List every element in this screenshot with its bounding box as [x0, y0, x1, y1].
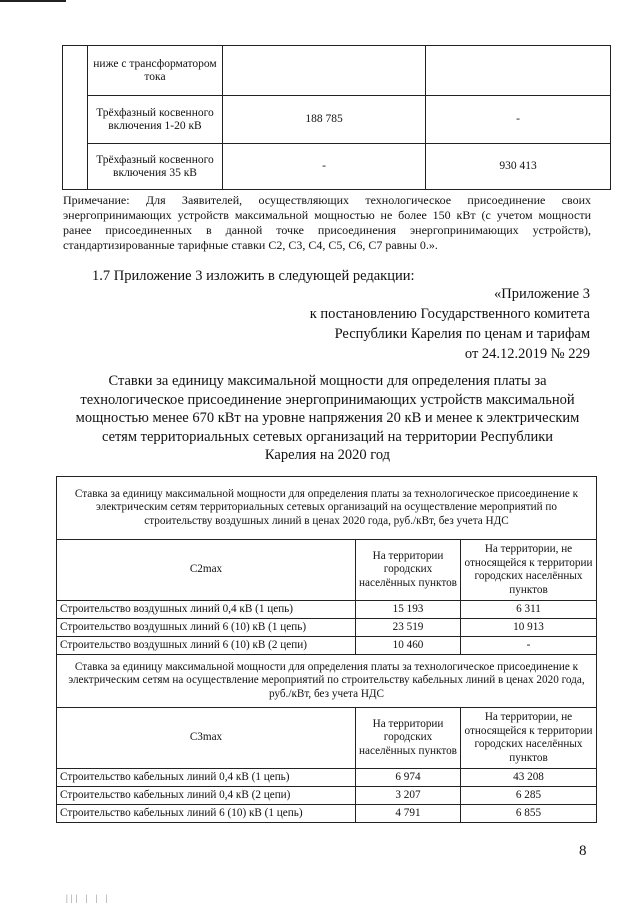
value-other: - — [461, 637, 597, 655]
column-header-other: На территории, не относящейся к территории городских населённых пунктов — [461, 708, 597, 769]
table-row — [57, 805, 597, 823]
value-city: 10 460 — [356, 637, 461, 655]
row-name: Строительство кабельных линий 0,4 кВ (2 цепи) — [57, 787, 356, 805]
paragraph-1-7: 1.7 Приложение 3 изложить в следующей редакции: — [92, 268, 415, 284]
table-row — [63, 46, 611, 96]
value-city: 3 207 — [356, 787, 461, 805]
table-row — [63, 96, 611, 144]
rate-label: С2max — [57, 540, 356, 601]
value-city: 6 974 — [356, 769, 461, 787]
value-city: 188 785 — [223, 96, 426, 144]
meter-price-table-continuation — [62, 45, 611, 190]
value-other: 6 855 — [461, 805, 597, 823]
row-name: Строительство кабельных линий 6 (10) кВ (1 цепь) — [57, 805, 356, 823]
row-label: ниже с трансформатором тока — [88, 46, 223, 96]
value-city: 23 519 — [356, 619, 461, 637]
header-row — [57, 708, 597, 769]
column-header-city: На территории городских населённых пунктов — [356, 708, 461, 769]
value-other: 6 311 — [461, 601, 597, 619]
section-caption: Ставка за единицу максимальной мощности для определения платы за технологическое присоединение к электрическим сетям на осуществление мероприятий по строительству кабельных линий в ценах 2020 года, руб./кВт, без учета НДС — [57, 655, 597, 708]
scan-top-rule — [0, 0, 66, 2]
appendix-line: к постановлению Государственного комитета — [309, 306, 590, 322]
value-other: 43 208 — [461, 769, 597, 787]
table-row — [57, 637, 597, 655]
header-row — [57, 540, 597, 601]
table-row — [57, 769, 597, 787]
row-label: Трёхфазный косвенного включения 35 кВ — [88, 144, 223, 190]
column-header-city: На территории городских населённых пунктов — [356, 540, 461, 601]
appendix-line: от 24.12.2019 № 229 — [464, 346, 590, 362]
document-heading: Ставки за единицу максимальной мощности для определения платы за технологическое присоединение энергопринимающих устройств максимальной мощностью менее 670 кВт на уровне напряжения 20 кВ и менее к электрическим сетям территориальных сетевых организаций на территории Республики Карелия на 2020 год — [75, 373, 580, 463]
column-header-other: На территории, не относящейся к территории городских населённых пунктов — [461, 540, 597, 601]
row-name: Строительство воздушных линий 0,4 кВ (1 цепь) — [57, 601, 356, 619]
row-name: Строительство кабельных линий 0,4 кВ (1 цепь) — [57, 769, 356, 787]
table-row — [57, 619, 597, 637]
value-other — [426, 46, 611, 96]
table-row — [57, 601, 597, 619]
page-number: 8 — [579, 843, 587, 859]
table-row — [57, 787, 597, 805]
value-other: - — [426, 96, 611, 144]
row-name: Строительство воздушных линий 6 (10) кВ (1 цепь) — [57, 619, 356, 637]
section-caption: Ставка за единицу максимальной мощности для определения платы за технологическое присоединение к электрическим сетям территориальных сетевых организаций на осуществление мероприятий по строительству воздушных линий в ценах 2020 года, руб./кВт, без учета НДС — [57, 477, 597, 540]
row-label: Трёхфазный косвенного включения 1-20 кВ — [88, 96, 223, 144]
value-city: 4 791 — [356, 805, 461, 823]
section-caption-row — [57, 655, 597, 708]
value-city: - — [223, 144, 426, 190]
section-caption-row — [57, 477, 597, 540]
value-other: 6 285 — [461, 787, 597, 805]
value-other: 10 913 — [461, 619, 597, 637]
table-row — [63, 144, 611, 190]
appendix-line: Республики Карелия по ценам и тарифам — [334, 326, 590, 342]
scan-footer-marks: ||| | | | — [66, 893, 111, 903]
rates-table — [56, 476, 597, 823]
value-other: 930 413 — [426, 144, 611, 190]
value-city: 15 193 — [356, 601, 461, 619]
appendix-header — [310, 284, 590, 364]
appendix-line: «Приложение 3 — [494, 286, 590, 302]
empty-cell — [63, 46, 88, 190]
row-name: Строительство воздушных линий 6 (10) кВ (2 цепи) — [57, 637, 356, 655]
rate-label: С3max — [57, 708, 356, 769]
value-city — [223, 46, 426, 96]
note-paragraph: Примечание: Для Заявителей, осуществляющих технологическое присоединение своих энергопринимающих устройств максимальной мощностью не более 150 кВт (с учетом мощности ранее присоединенных в данной точке присоединения энергопринимающих устройств), стандартизированные тарифные ставки С2, С3, С4, С5, С6, С7 равны 0.». — [63, 193, 591, 252]
